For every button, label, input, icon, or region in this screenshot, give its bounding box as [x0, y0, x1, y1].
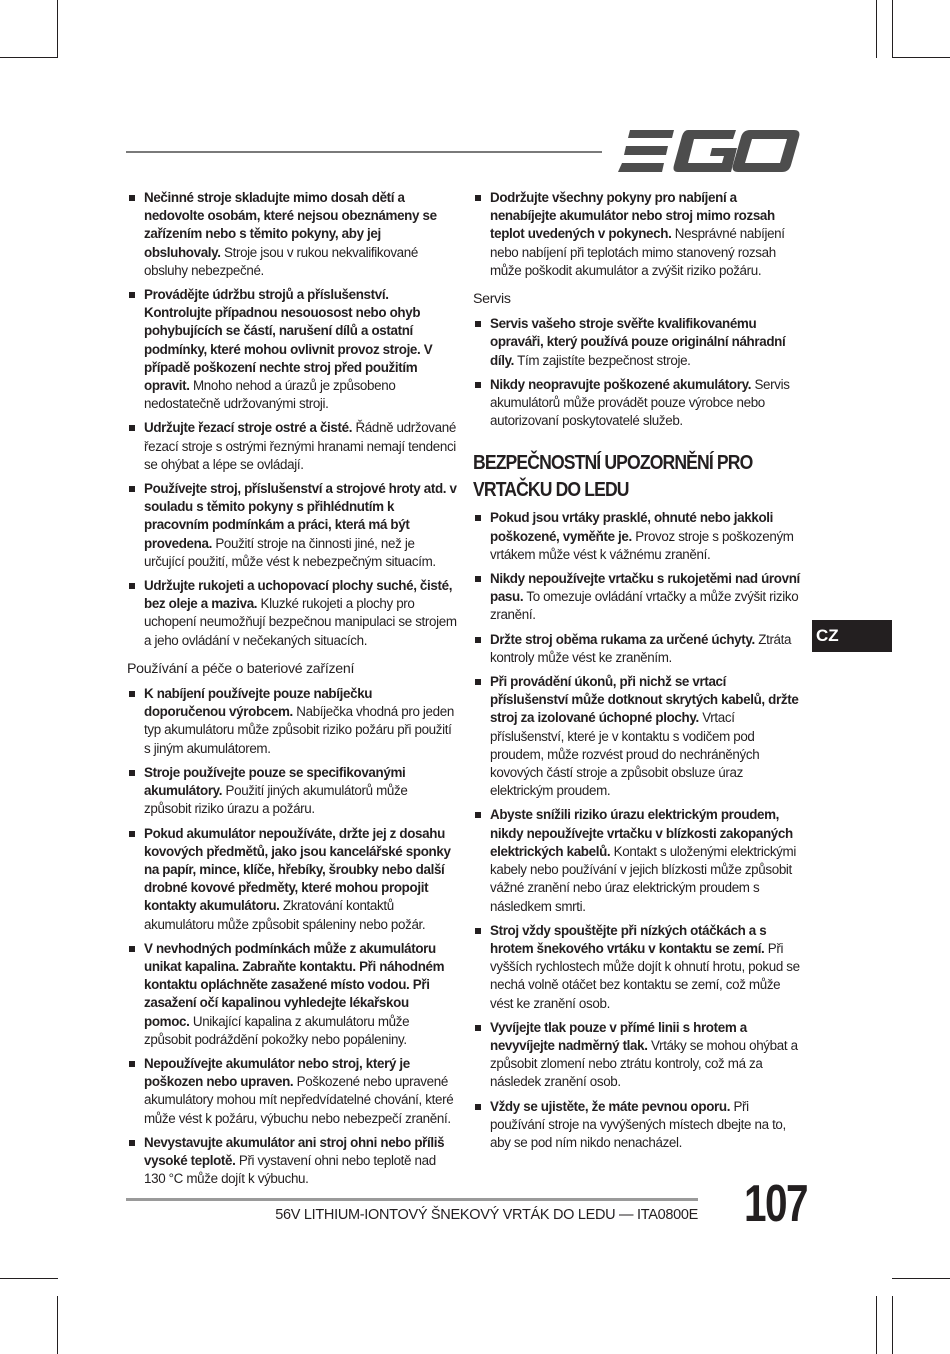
page-number: 107 — [744, 1175, 807, 1233]
footer-rule — [126, 1198, 698, 1201]
bullet-square-icon — [129, 946, 135, 952]
bullet-square-icon — [475, 812, 481, 818]
list-item: Nikdy neopravujte poškozené akumulátory. Servis akumulátorů může provádět pouze výrobce nebo autorizovaní poskytovatelé služeb. — [473, 376, 805, 431]
bullet-square-icon — [129, 583, 135, 589]
list-item: Servis vašeho stroje svěřte kvalifikovanému opraváři, který používá pouze originální náhradní díly. Tím zajistíte bezpečnost stroje. — [473, 315, 805, 370]
list-item: Používejte stroj, příslušenství a strojové hroty atd. v souladu s těmito pokyny s přihlédnutím k pracovním podmínkám a práci, která má být provedena. Použití stroje na činnosti jiné, než je určující použití, může vést k nebezpečným situacím. — [127, 480, 457, 571]
crop-mark — [892, 0, 893, 58]
crop-mark — [57, 0, 58, 58]
header-rule — [126, 151, 602, 153]
list-item: Vyvíjejte tlak pouze v přímé linii s hrotem a nevyvíjejte nadměrný tlak. Vrtáky se mohou ohýbat a způsobit zlomení nebo ztrátu kontroly, což má za následek zranění osob. — [473, 1019, 805, 1092]
bullet-square-icon — [129, 486, 135, 492]
crop-mark — [0, 57, 58, 58]
crop-mark — [892, 57, 950, 58]
list-item: Stroj vždy spouštějte při nízkých otáčkách a s hrotem šnekového vrtáku v kontaktu se zemí. Při vyšších rychlostech může dojít k ohnutí hrotu, pokud se nechá volně otáčet bez kontaktu se zemí, což může vést ke zranění osob. — [473, 922, 805, 1013]
bullet-square-icon — [129, 691, 135, 697]
bullet-square-icon — [475, 1104, 481, 1110]
bullet-square-icon — [475, 576, 481, 582]
bullet-square-icon — [129, 770, 135, 776]
list-item: Udržujte řezací stroje ostré a čisté. Řádně udržované řezací stroje s ostrými řeznými hranami nemají tendenci se ohýbat a lépe se ovládají. — [127, 419, 457, 474]
list-item: Držte stroj oběma rukama za určené úchyty. Ztráta kontroly může vést ke zraněním. — [473, 631, 805, 667]
list-item: Udržujte rukojeti a uchopovací plochy suché, čisté, bez oleje a maziva. Kluzké rukojeti a plochy pro uchopení neumožňují bezpečnou manipulaci se strojem a jeho ovládání v nečekaných situacích. — [127, 577, 457, 650]
list-item: Pokud akumulátor nepoužíváte, držte jej z dosahu kovových předmětů, jako jsou kancelářské sponky na papír, mince, klíče, hřebíky, šroubky nebo další drobné kovové předměty, které mohou propojit kontakty akumulátoru. Zkratování kontaktů akumulátoru může způsobit spáleniny nebo požár. — [127, 825, 457, 934]
bullet-square-icon — [475, 637, 481, 643]
list-item: Nevystavujte akumulátor ani stroj ohni nebo příliš vysoké teplotě. Při vystavení ohni nebo teplotě nad 130 °C může dojít k výbuchu. — [127, 1134, 457, 1189]
bullet-square-icon — [475, 195, 481, 201]
language-tab: CZ — [812, 620, 892, 652]
crop-mark — [876, 0, 877, 58]
crop-mark — [57, 1296, 58, 1354]
bullet-square-icon — [475, 1025, 481, 1031]
bullet-square-icon — [475, 515, 481, 521]
section-heading: BEZPEČNOSTNÍ UPOZORNĚNÍ PRO VRTAČKU DO LEDU — [473, 452, 753, 502]
right-column — [473, 189, 805, 1158]
bullet-square-icon — [129, 292, 135, 298]
list-item: Pokud jsou vrtáky prasklé, ohnuté nebo jakkoli poškozené, vyměňte je. Provoz stroje s poškozeným vrtákem může vést k vážnému zranění. — [473, 509, 805, 564]
left-column — [127, 189, 457, 1194]
bullet-square-icon — [129, 831, 135, 837]
bullet-square-icon — [475, 382, 481, 388]
crop-mark — [892, 1278, 950, 1279]
section-subheading: Používání a péče o bateriové zařízení — [127, 660, 355, 677]
crop-mark — [0, 1278, 58, 1279]
crop-mark — [892, 1296, 893, 1354]
list-item: Abyste snížili riziko úrazu elektrickým proudem, nikdy nepoužívejte vrtačku v blízkosti zakopaných elektrických kabelů. Kontakt s uloženými elektrickými kabely nebo používání v jejich blízkosti může způsobit vážné zranění nebo úraz elektrickým proudem s následkem smrti. — [473, 806, 805, 915]
bullet-square-icon — [129, 1061, 135, 1067]
list-item: Stroje používejte pouze se specifikovanými akumulátory. Použití jiných akumulátorů může způsobit riziko úrazu a požáru. — [127, 764, 457, 819]
section-subheading: Servis — [473, 291, 511, 308]
list-item: Dodržujte všechny pokyny pro nabíjení a nenabíjejte akumulátor nebo stroj mimo rozsah teplot uvedených v pokynech. Nesprávné nabíjení nebo nabíjení při teplotách mimo stanovený rozsah může poškodit akumulátor a zvýšit riziko požáru. — [473, 189, 805, 280]
bullet-square-icon — [475, 321, 481, 327]
bullet-square-icon — [475, 679, 481, 685]
footer-title: 56V LITHIUM-IONTOVÝ ŠNEKOVÝ VRTÁK DO LEDU — ITA0800E — [275, 1207, 698, 1223]
bullet-square-icon — [129, 1140, 135, 1146]
list-item: V nevhodných podmínkách může z akumulátoru unikat kapalina. Zabraňte kontaktu. Při náhodném kontaktu opláchněte zasažené místo vodou. Při zasažení očí kapalinou vyhledejte lékařskou pomoc. Unikající kapalina z akumulátoru může způsobit podráždění pokožky nebo popáleniny. — [127, 940, 457, 1049]
list-item: Nikdy nepoužívejte vrtačku s rukojetěmi nad úrovní pasu. To omezuje ovládání vrtačky a může zvýšit riziko zranění. — [473, 570, 805, 625]
bullet-square-icon — [129, 195, 135, 201]
list-item: K nabíjení používejte pouze nabíječku doporučenou výrobcem. Nabíječka vhodná pro jeden typ akumulátoru může způsobit riziko požáru při použití s jiným akumulátorem. — [127, 685, 457, 758]
bullet-square-icon — [129, 425, 135, 431]
crop-mark — [876, 1296, 877, 1354]
list-item: Vždy se ujistěte, že máte pevnou oporu. Při používání stroje na vyvýšených místech dbejte na to, aby se pod ním nikdo nenacházel. — [473, 1098, 805, 1153]
list-item: Při provádění úkonů, při nichž se vrtací příslušenství může dotknout skrytých kabelů, držte stroj za izolované úchopné plochy. Vrtací příslušenství, které je v kontaktu s vodičem pod proudem, může rozvést proud do nechráněných kovových částí stroje a způsobit obsluze úraz elektrickým proudem. — [473, 673, 805, 800]
bullet-square-icon — [475, 928, 481, 934]
list-item: Provádějte údržbu strojů a příslušenství. Kontrolujte případnou nesouosost nebo ohyb pohybujících se částí, narušení dílů a ostatní podmínky, které mohou ovlivnit provoz stroje. V případě poškození nechte stroj před použitím opravit. Mnoho nehod a úrazů je způsobeno nedostatečně udržovanými stroji. — [127, 286, 457, 413]
list-item: Nečinné stroje skladujte mimo dosah dětí a nedovolte osobám, které nejsou obeznámeny se zařízením nebo s těmito pokyny, aby jej obsluhovaly. Stroje jsou v rukou nekvalifikované obsluhy nebezpečné. — [127, 189, 457, 280]
list-item: Nepoužívejte akumulátor nebo stroj, který je poškozen nebo upraven. Poškozené nebo upravené akumulátory mohou mít nepředvídatelné chování, které může vést k požáru, výbuchu nebo nebezpečí zranění. — [127, 1055, 457, 1128]
ego-logo — [618, 130, 800, 172]
